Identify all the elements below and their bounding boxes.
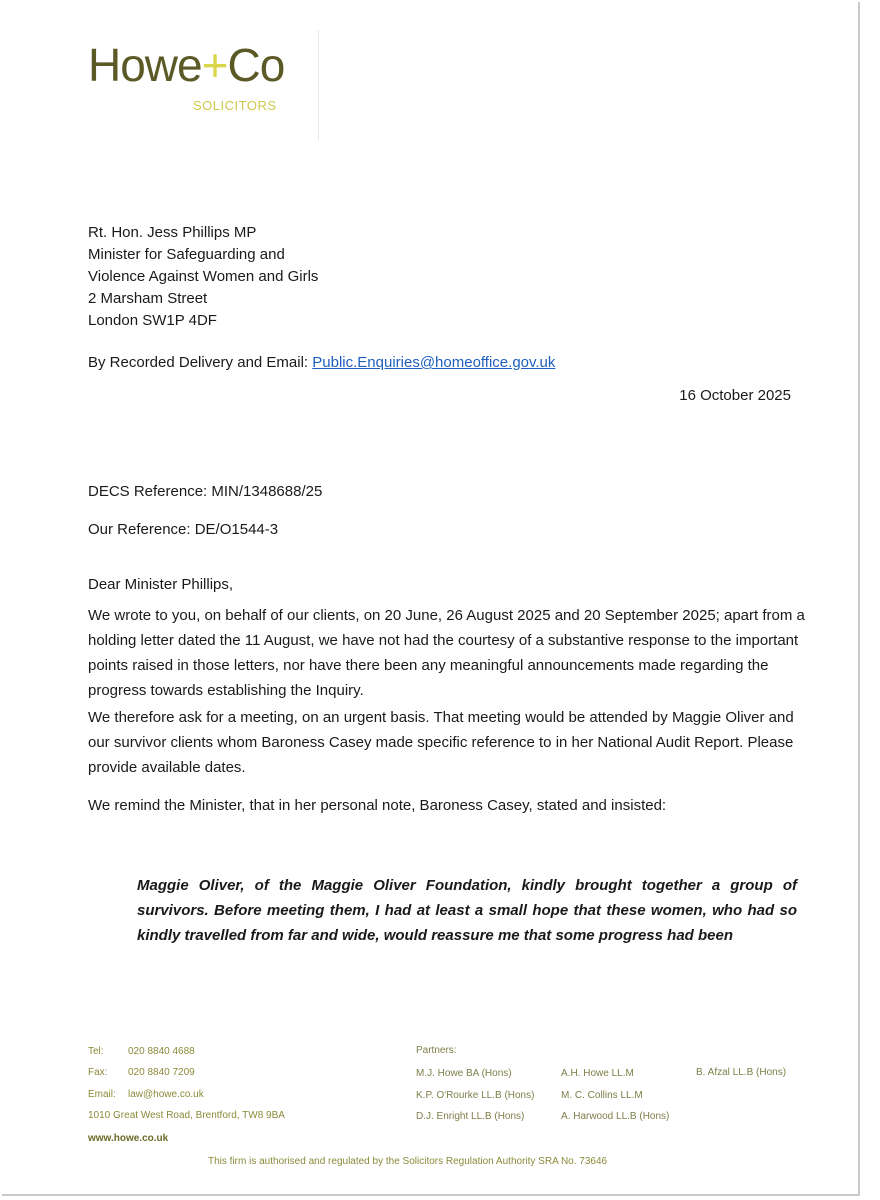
- quotation: Maggie Oliver, of the Maggie Oliver Foundation, kindly brought together a group of survivors. Before meeting them, I had at least a small hope that these women, who had so kindly travelled from far and wide, would reassure me that some progress had been: [137, 877, 797, 944]
- email-value: law@howe.co.uk: [128, 1089, 204, 1100]
- recipient-address: [88, 222, 318, 332]
- decs-reference: DECS Reference: MIN/1348688/25: [88, 483, 323, 500]
- partner: A. Harwood LL.B (Hons): [561, 1111, 670, 1122]
- logo-text: Co: [227, 39, 285, 91]
- partner: M.J. Howe BA (Hons): [416, 1068, 512, 1079]
- page-border: [2, 2, 860, 1196]
- fax-label: Fax:: [88, 1067, 108, 1078]
- logo-text: Howe: [88, 39, 202, 91]
- address-line: Minister for Safeguarding and: [88, 246, 285, 263]
- paragraph: We wrote to you, on behalf of our clients, on 20 June, 26 August 2025 and 20 September 2025; apart from a holding letter dated the 11 August, we have not had the courtesy of a substantive response to the important points raised in those letters, nor have there been any meaningful announcements made regarding the progress towards establishing the Inquiry.: [88, 607, 805, 699]
- email-label: Email:: [88, 1089, 116, 1100]
- address-line: London SW1P 4DF: [88, 312, 217, 329]
- tel-label: Tel:: [88, 1046, 104, 1057]
- paragraph: We remind the Minister, that in her personal note, Baroness Casey, stated and insisted:: [88, 797, 667, 814]
- website: www.howe.co.uk: [88, 1133, 169, 1144]
- address-line: Rt. Hon. Jess Phillips MP: [88, 224, 257, 241]
- delivery-label: By Recorded Delivery and Email:: [88, 354, 313, 371]
- regulation-notice: This firm is authorised and regulated by the Solicitors Regulation Authority SRA No. 73646: [208, 1156, 608, 1167]
- partner: B. Afzal LL.B (Hons): [696, 1067, 787, 1078]
- address-line: Violence Against Women and Girls: [88, 268, 319, 285]
- partner: D.J. Enright LL.B (Hons): [416, 1111, 525, 1122]
- our-reference: Our Reference: DE/O1544-3: [88, 521, 279, 538]
- email-link[interactable]: Public.Enquiries@homeoffice.gov.uk: [312, 354, 556, 371]
- firm-logo: [88, 39, 285, 91]
- logo-plus: +: [201, 39, 228, 91]
- salutation: Dear Minister Phillips,: [88, 576, 234, 593]
- partner: M. C. Collins LL.M: [561, 1090, 643, 1101]
- partner: K.P. O'Rourke LL.B (Hons): [416, 1090, 535, 1101]
- letter-date: 16 October 2025: [679, 387, 791, 404]
- office-address: 1010 Great West Road, Brentford, TW8 9BA: [88, 1110, 285, 1121]
- address-line: 2 Marsham Street: [88, 290, 208, 307]
- fax-value: 020 8840 7209: [128, 1067, 195, 1078]
- logo-subtitle: SOLICITORS: [193, 98, 277, 113]
- paragraph: We therefore ask for a meeting, on an urgent basis. That meeting would be attended by Maggie Oliver and our survivor clients whom Baroness Casey made specific reference to in her National Audit Report. Please provide available dates.: [88, 709, 794, 776]
- delivery-method: [88, 352, 555, 374]
- tel-value: 020 8840 4688: [128, 1046, 195, 1057]
- partners-label: Partners:: [416, 1045, 457, 1056]
- divider: [318, 30, 319, 140]
- partner: A.H. Howe LL.M: [561, 1068, 634, 1079]
